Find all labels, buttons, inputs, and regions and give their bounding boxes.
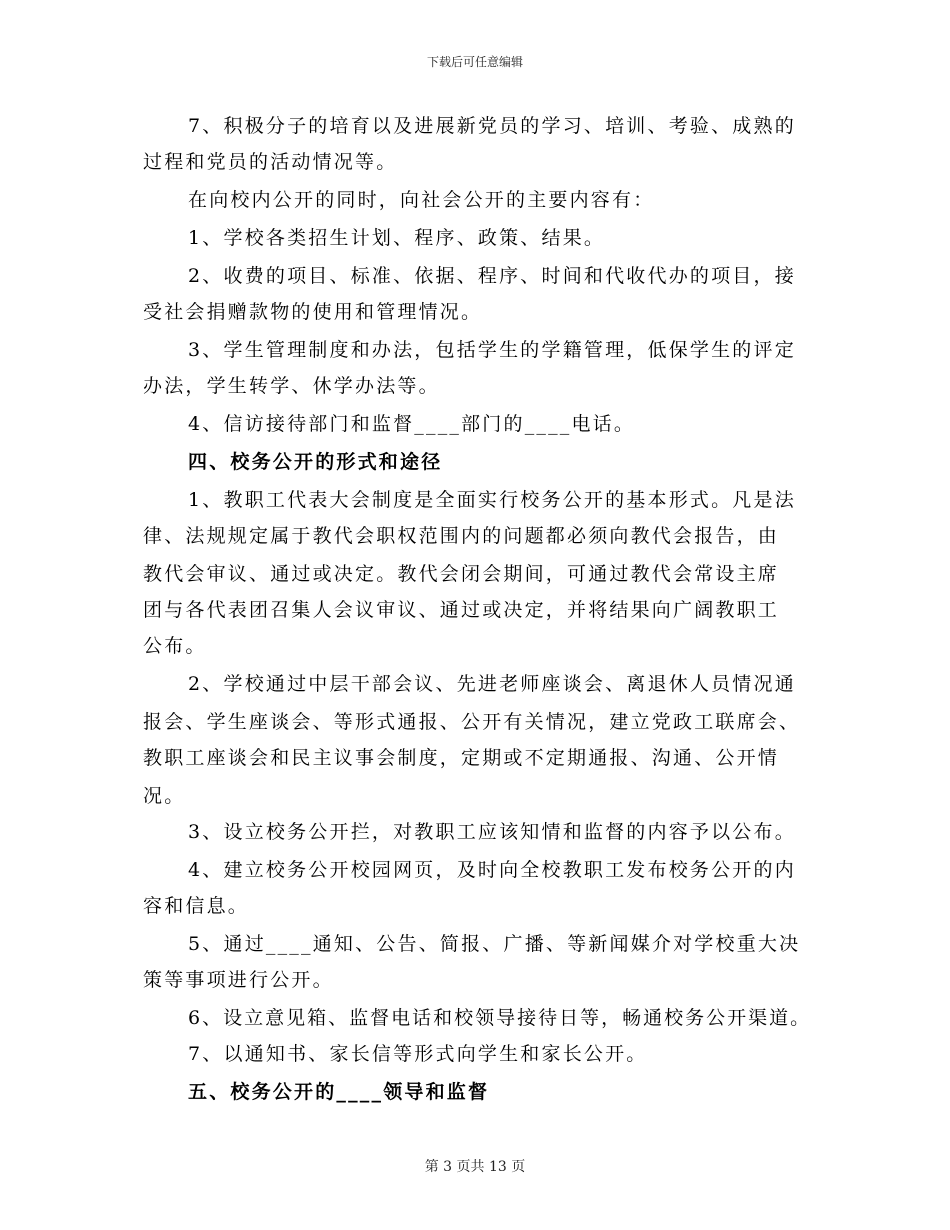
section-heading: 四、校务公开的形式和途径 (188, 451, 443, 473)
paragraph-line: 容和信息。 (143, 895, 250, 917)
paragraph-line: 1、学校各类招生计划、程序、政策、结果。 (188, 227, 606, 249)
paragraph-line: 报会、学生座谈会、等形式通报、公开有关情况，建立党政工联席会、 (143, 711, 801, 733)
paragraph-line: 1、教职工代表大会制度是全面实行校务公开的基本形式。凡是法 (188, 489, 796, 511)
paragraph-line: 公布。 (143, 635, 207, 657)
paragraph-line: 策等事项进行公开。 (143, 969, 334, 991)
paragraph-line: 2、学校通过中层干部会议、先进老师座谈会、离退休人员情况通 (188, 673, 796, 695)
page-header: 下载后可任意编辑 (426, 55, 523, 69)
paragraph-line: 教职工座谈会和民主议事会制度，定期或不定期通报、沟通、公开情 (143, 747, 780, 769)
paragraph-line: 7、以通知书、家长信等形式向学生和家长公开。 (188, 1043, 648, 1065)
paragraph-line: 6、设立意见箱、监督电话和校领导接待日等，畅通校务公开渠道。 (188, 1007, 812, 1029)
paragraph-line: 4、建立校务公开校园网页，及时向全校教职工发布校务公开的内 (188, 859, 796, 881)
paragraph-line: 过程和党员的活动情况等。 (143, 151, 398, 173)
section-heading: 五、校务公开的____领导和监督 (188, 1081, 490, 1103)
paragraph-line: 7、积极分子的培育以及进展新党员的学习、培训、考验、成熟的 (188, 115, 796, 137)
paragraph-line: 教代会审议、通过或决定。教代会闭会期间，可通过教代会常设主席 (143, 563, 780, 585)
paragraph-line: 4、信访接待部门和监督____部门的____电话。 (188, 413, 636, 435)
page-footer: 第 3 页共 13 页 (424, 1159, 526, 1175)
paragraph-line: 受社会捐赠款物的使用和管理情况。 (143, 301, 483, 323)
paragraph-line: 况。 (143, 785, 186, 807)
paragraph-line: 律、法规规定属于教代会职权范围内的问题都必须向教代会报告，由 (143, 525, 780, 547)
paragraph-line: 办法，学生转学、休学办法等。 (143, 375, 440, 397)
paragraph-line: 团与各代表团召集人会议审议、通过或决定，并将结果向广阔教职工 (143, 599, 780, 621)
paragraph-line: 3、设立校务公开拦，对教职工应该知情和监督的内容予以公布。 (188, 821, 796, 843)
paragraph-line: 在向校内公开的同时，向社会公开的主要内容有： (188, 189, 655, 211)
paragraph-line: 5、通过____通知、公告、简报、广播、等新闻媒介对学校重大决 (188, 933, 801, 955)
paragraph-line: 3、学生管理制度和办法，包括学生的学籍管理，低保学生的评定 (188, 339, 796, 361)
paragraph-line: 2、收费的项目、标准、依据、程序、时间和代收代办的项目，接 (188, 265, 796, 287)
